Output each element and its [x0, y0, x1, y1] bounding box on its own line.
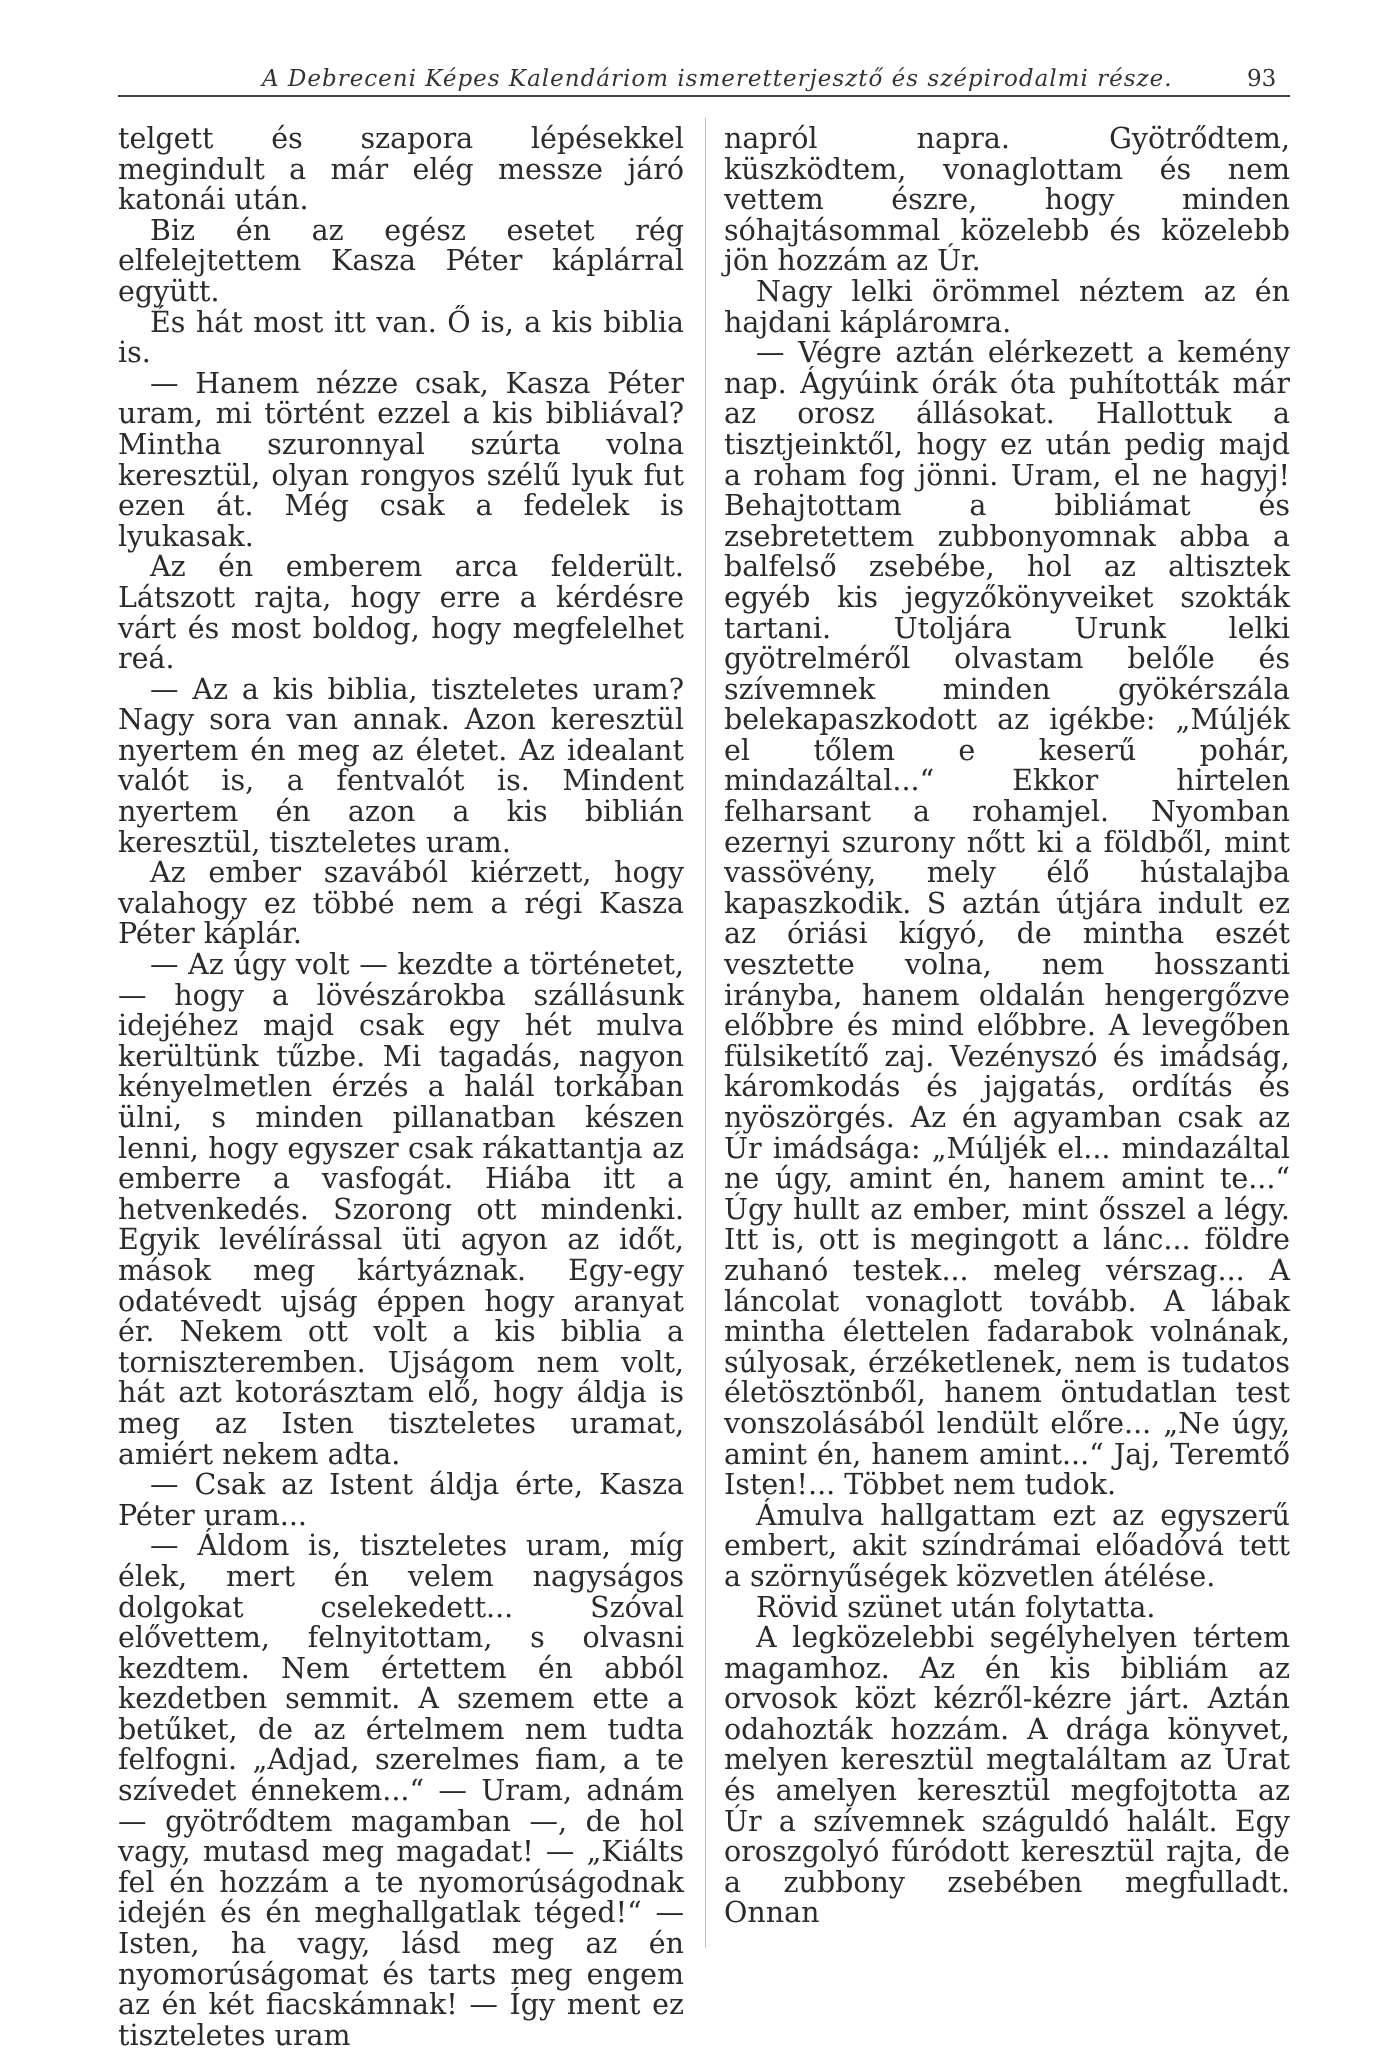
page-header [0, 60, 1392, 100]
paragraph: — Hanem nézze csak, Kasza Péter uram, mi történt ezzel a kis bibliával? Mintha szuronnyal szúrta volna keresztül, olyan rongyos szélű lyuk fut ezen át. Még csak a fedelek is lyukasak. [118, 366, 684, 553]
paragraph: Biz én az egész esetet rég elfelejtettem Kasza Péter káplárral együtt. [118, 213, 684, 308]
paragraph: napról napra. Gyötrődtem, küszködtem, vonaglottam és nem vettem észre, hogy minden sóhajtásommal közelebb és közelebb jön hozzám az Úr. [724, 122, 1290, 278]
paragraph: — Az úgy volt — kezdte a történetet, — hogy a lövészárokba szállásunk idejéhez majd csak egy hét mulva kerültünk tűzbe. Mi tagadás, nagyon kényelmetlen érzés a halál torkában ülni, s minden pillanatban készen lenni, hogy egyszer csak rákattantja az emberre a vasfogát. Hiába itt a hetvenkedés. Szorong ott mindenki. Egyik levélírással üti agyon az időt, mások meg kártyáznak. Egy-egy odatévedt ujság éppen hogy aranyat ér. Nekem ott volt a kis biblia a tornisztеremben. Ujságom nem volt, hát azt kotorásztam elő, hogy áldja is meg az Isten tiszteletes uramat, amiért nekem adta. [118, 948, 684, 1471]
paragraph: Az én emberem arca felderült. Látszott rajta, hogy erre a kérdésre várt és most boldog, hogy megfelelhet reá. [118, 550, 684, 676]
column-divider [705, 118, 706, 1948]
paragraph: Az ember szavából kiérzett, hogy valahogy ez többé nem a régi Kasza Péter káplár. [118, 856, 684, 951]
left-column [118, 124, 684, 2051]
paragraph: — Áldom is, tiszteletes uram, míg élek, mert én velem nagyságos dolgokat cselekedett... Szóval elővettem, felnyitottam, s olvasni kezdtem. Nem értettem én abból kezdetben semmit. A szemem ette a betűket, de az értelmem nem tudta felfogni. „Adjad, szerelmes fiam, a te szívedet énnekem...“ — Uram, adnám — gyötrődtem magamban —, de hol vagy, mutasd meg magadat! — „Kiálts fel én hozzám a te nyomorúságodnak idején és én meghallgatlak téged!“ — Isten, ha vagy, lásd meg az én nyomorúságomat és tarts meg engem az én két fiacskámnak! — Így ment ez tiszteletes uram [118, 1529, 684, 2052]
paragraph: És hát most itt van. Ő is, a kis biblia is. [118, 305, 684, 370]
paragraph: — Az a kis biblia, tiszteletes uram? Nagy sora van annak. Azon keresztül nyertem én meg az életet. Az idealant valót is, a fentvalót is. Mindent nyertem én azon a kis biblián keresztül, tiszteletes uram. [118, 672, 684, 859]
right-column [724, 124, 1290, 1929]
paragraph: telgett és szapora lépésekkel megindult a már elég messze járó katonái után. [118, 122, 684, 217]
paragraph: — Csak az Istent áldja érte, Kasza Péter uram... [118, 1468, 684, 1532]
paragraph: — Végre aztán elérkezett a kemény nap. Ágyúink órák óta puhították már az orosz állásokat. Hallottuk a tisztjeinktől, hogy ez után pedig majd a roham fog jönni. Uram, el ne hagyj! Behajtottam a bibliámat és zsebretettem zubbonyomnak abba a balfelső zsebébe, hol az altisztek egyéb kis jegyzőkönyveiket szokták tartani. Utoljára Urunk lelki gyötrelméről olvastam belőle és szívemnek minden gyökérszála belekapaszkodott az igékbe: „Múljék el tőlem e keserű pohár, mindazáltal...“ Ekkor hirtelen felharsant a rohamjel. Nyomban ezernyi szurony nőtt ki a földből, mint vassövény, mely élő hústalajba kapaszkodik. S aztán útjára indult ez az óriási kígyó, de mintha eszét vesztette volna, nem hosszanti irányba, hanem oldalán hengergőzve előbbre és mind előbbre. A levegőben fülsiketítő zaj. Vezényszó és imádság, káromkodás és jajgatás, ordítás és nyöszörgés. Az én agyamban csak az Úr imádsága: „Múljék el... mindazáltal ne úgy, amint én, hanem amint te...“ Úgy hullt az ember, mint ősszel a légy. Itt is, ott is megingott a lánc... földre zuhanó testek... meleg vérszag... A láncolat vonaglott tovább. A lábak mintha élettelen fadarabok volnának, súlyosak, érzéketlenek, nem is tudatos életösztönből, hanem öntudatlan test vonszolásából lendült előre... „Ne úgy, amint én, hanem amint...“ Jaj, Teremtő Isten!... Többet nem tudok. [724, 336, 1290, 1502]
header-rule [118, 95, 1290, 97]
paragraph: Rövid szünet után folytatta. [756, 1590, 1156, 1624]
paragraph: Ámulva hallgattam ezt az egyszerű embert, akit színdrámai előadóvá tett a szörnyűségek közvetlen átélése. [724, 1498, 1290, 1593]
paragraph: A legközelebbi segélyhelyen tértem magamhoz. Az én kis bibliám az orvosok közt kézről-kézre járt. Aztán odahozták hozzám. A drága könyvet, melyen keresztül megtaláltam az Urat és amelyen keresztül megfojtotta az Úr a szívemnek száguldó halált. Egy oroszgolyó fúródott keresztül rajta, de a zubbony zsebében megfulladt. Onnan [724, 1621, 1290, 1930]
running-head: A Debreceni Képes Kalendáriom ismeretterjesztő és szépirodalmi része. [262, 66, 1173, 92]
paragraph: Nagy lelki örömmel néztem az én hajdani káplárомra. [724, 274, 1290, 339]
page-number: 93 [1247, 66, 1277, 92]
